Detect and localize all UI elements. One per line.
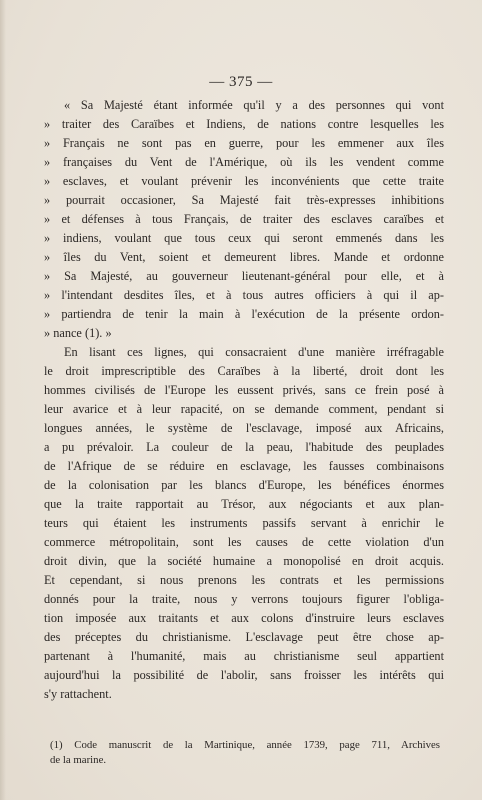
footnote	[50, 738, 440, 768]
quote-line: » et défenses à tous Français, de traiter des esclaves caraïbes et	[44, 212, 444, 226]
paragraph-line: aujourd'hui la possibilité de l'abolir, sans froisser les intérêts qui	[44, 668, 444, 682]
paragraph-line: s'y rattachent.	[44, 687, 112, 701]
quote-line: » l'intendant desdites îles, et à tous autres officiers à qui il ap-	[44, 288, 444, 302]
paragraph-line: de la colonisation par les blancs d'Europe, les bénéfices énormes	[44, 478, 444, 492]
quote-line: » nance (1). »	[44, 326, 112, 340]
quote-line: » partiendra de tenir la main à l'exécution de la présente ordon-	[44, 307, 444, 321]
paragraph-line: hommes civilisés de l'Europe les eussent privés, sans ce frein posé à	[44, 383, 444, 397]
paragraph-line: partenant à l'humanité, mais au christianisme seul appartient	[44, 649, 444, 663]
paragraph-line: le droit imprescriptible des Caraïbes à la liberté, droit dont les	[44, 364, 444, 378]
quote-line: » Français ne sont pas en guerre, pour les emmener aux îles	[44, 136, 444, 150]
quote-line: » françaises du Vent de l'Amérique, où ils les vendent comme	[44, 155, 444, 169]
quote-line: » esclaves, et voulant prévenir les inconvénients que cette traite	[44, 174, 444, 188]
quote-line: » traiter des Caraïbes et Indiens, de nations contre lesquelles les	[44, 117, 444, 131]
quote-line: » Sa Majesté, au gouverneur lieutenant-général pour elle, et à	[44, 269, 444, 283]
paragraph-line: longues années, le système de l'esclavage, imposé aux Africains,	[44, 421, 444, 435]
paragraph-line: commerce métropolitain, sont les causes de cette violation d'un	[44, 535, 444, 549]
paragraph-line: donnés pour la traite, nous y verrons toujours figurer l'obliga-	[44, 592, 444, 606]
paragraph-line: a pu prévaloir. La couleur de la peau, l'habitude des peuplades	[44, 440, 444, 454]
page-number: — 375 —	[209, 74, 273, 90]
page-gutter-shadow	[0, 0, 6, 800]
paragraph-line: que la traite rapportait au Trésor, aux négociants et aux plan-	[44, 497, 444, 511]
paragraph-line: leur avarice et à leur rapacité, on se demande comment, pendant si	[44, 402, 444, 416]
main-text	[44, 96, 444, 704]
paragraph-line: En lisant ces lignes, qui consacraient d'une manière irréfragable	[64, 345, 444, 359]
paragraph-line: tion imposée aux traitants et aux colons d'instruire leurs esclaves	[44, 611, 444, 625]
paragraph-line: des préceptes du christianisme. L'esclavage peut être chose ap-	[44, 630, 444, 644]
footnote-line: (1) Code manuscrit de la Martinique, année 1739, page 711, Archives	[50, 739, 440, 751]
paragraph-line: teurs qui étaient les instruments passifs servant à enrichir le	[44, 516, 444, 530]
footnote-line: de la marine.	[50, 754, 107, 766]
quote-line: « Sa Majesté étant informée qu'il y a des personnes qui vont	[64, 98, 444, 112]
paragraph-line: Et cependant, si nous prenons les contrats et les permissions	[44, 573, 444, 587]
paragraph-line: droit divin, que la société humaine a monopolisé en droit acquis.	[44, 554, 444, 568]
paragraph-line: de l'Afrique de se réduire en esclavage, les fausses combinaisons	[44, 459, 444, 473]
quote-line: » indiens, voulant que tous ceux qui seront emmenés dans les	[44, 231, 444, 245]
quote-line: » îles du Vent, soient et demeurent libres. Mande et ordonne	[44, 250, 444, 264]
quote-line: » pourrait occasioner, Sa Majesté fait très-expresses inhibitions	[44, 193, 444, 207]
